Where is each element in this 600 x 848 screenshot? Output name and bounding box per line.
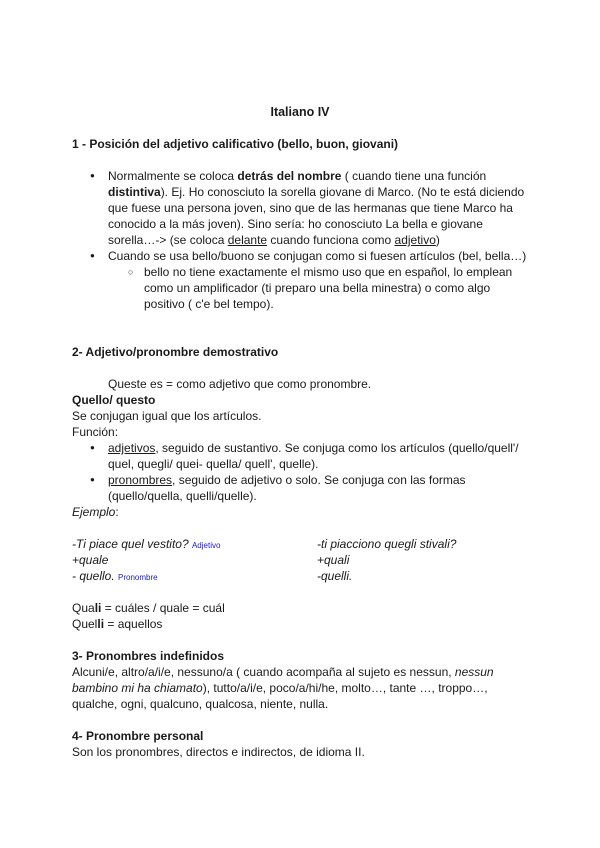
- section-1: [72, 136, 532, 152]
- example-text: -quelli.: [317, 569, 353, 583]
- underlined-text: adjetivos: [108, 441, 156, 455]
- example-text: - quello.: [72, 569, 119, 583]
- list-item: [72, 168, 532, 248]
- text: , seguido de sustantivo. Se conjuga como los artículos (quello/quell'/ quel, quegli/ quei- quella/ quell', quelle).: [108, 441, 519, 471]
- text-line: Se conjugan igual que los artículos.: [72, 409, 262, 423]
- text: Qua: [72, 601, 95, 615]
- section-2-body: [72, 376, 532, 520]
- text: bello no tiene exactamente el mismo uso que en español, lo emplean como un amplificador (ti preparo una bella minestra) o como algo positivo ( c'e bel tempo).: [144, 265, 513, 311]
- example-text: +quale: [72, 553, 109, 567]
- paragraph: [72, 664, 532, 712]
- section-4-heading: 4- Pronombre personal: [72, 729, 204, 743]
- underlined-text: pronombres: [108, 473, 173, 487]
- text: cuando funciona como: [267, 233, 395, 247]
- text: ), tutto/a/i/e, poco/a/hi/he, molto…, tante …, troppo…, qualche, ogni, qualcuno, qualcosa, niente, nulla.: [72, 681, 488, 711]
- list-item: [72, 440, 532, 472]
- text: Alcuni/e, altro/a/i/e, nessuno/a ( cuando acompaña al sujeto es nessun,: [72, 665, 455, 679]
- text-line: [72, 616, 532, 632]
- bold-text: li: [94, 601, 102, 615]
- paragraph: Son los pronombres, directos e indirectos, de idioma II.: [72, 745, 365, 759]
- example-row: [72, 568, 532, 584]
- text: = cuáles / quale = cuál: [101, 601, 225, 615]
- example-label: Ejemplo: [72, 505, 116, 519]
- list-item: [72, 248, 532, 264]
- text: :: [115, 505, 119, 519]
- section-1-list: [72, 168, 532, 312]
- bold-text: distintiva: [108, 185, 161, 199]
- bold-text: li: [97, 617, 105, 631]
- annotation-tag: Pronombre: [118, 573, 158, 582]
- text: ): [435, 233, 440, 247]
- text: Cuando se usa bello/buono se conjugan como si fuesen artículos (bel, bella…): [108, 249, 527, 263]
- section-3-heading: 3- Pronombres indefinidos: [72, 649, 225, 663]
- page-title: Italiano IV: [270, 105, 330, 119]
- section-2: [72, 344, 532, 360]
- text: ( cuando tiene una función: [341, 169, 487, 183]
- bold-text: detrás del nombre: [237, 169, 342, 183]
- section-4: [72, 728, 532, 760]
- text: ). Ej. Ho conosciuto la sorella giovane di Marco. (No te está diciendo que fuese una persona joven, sino que de las hermanas que tiene Marco ha conocido a la más joven). Sino sería: ho conosciuto La bella e giovane sorella…-> (se coloca: [108, 185, 525, 247]
- section-1-heading: 1 - Posición del adjetivo calificativo (bello, buon, giovani): [72, 137, 399, 151]
- text-line: [72, 600, 532, 616]
- text: , seguido de adjetivo o solo. Se conjuga con las formas (quello/quella, quelli/quelle).: [108, 473, 466, 503]
- italic-text: nessun bambino mi ha chiamato: [72, 665, 494, 695]
- text: Normalmente se coloca: [108, 169, 238, 183]
- example-text: +quali: [317, 553, 350, 567]
- underlined-text: delante: [227, 233, 268, 247]
- section-2-heading: 2- Adjetivo/pronombre demostrativo: [72, 345, 279, 359]
- section-3: [72, 648, 532, 712]
- text: = aquellos: [104, 617, 163, 631]
- example-row: [72, 536, 532, 552]
- list-item: [72, 472, 532, 504]
- subheading: Quello/ questo: [72, 393, 156, 407]
- text: Quel: [72, 617, 98, 631]
- example-text: -ti piacciono quegli stivali?: [317, 537, 457, 551]
- quali-quelli: [72, 600, 532, 632]
- indent-line: Queste es = como adjetivo que como pronombre.: [108, 377, 372, 391]
- sub-list-item: [72, 264, 532, 312]
- example-table: [72, 536, 532, 584]
- text-line: Función:: [72, 425, 119, 439]
- annotation-tag: Adjetivo: [191, 541, 221, 550]
- underlined-text: adjetivo: [394, 233, 436, 247]
- example-text: -Ti piace quel vestito?: [72, 537, 192, 551]
- example-row: [72, 552, 532, 568]
